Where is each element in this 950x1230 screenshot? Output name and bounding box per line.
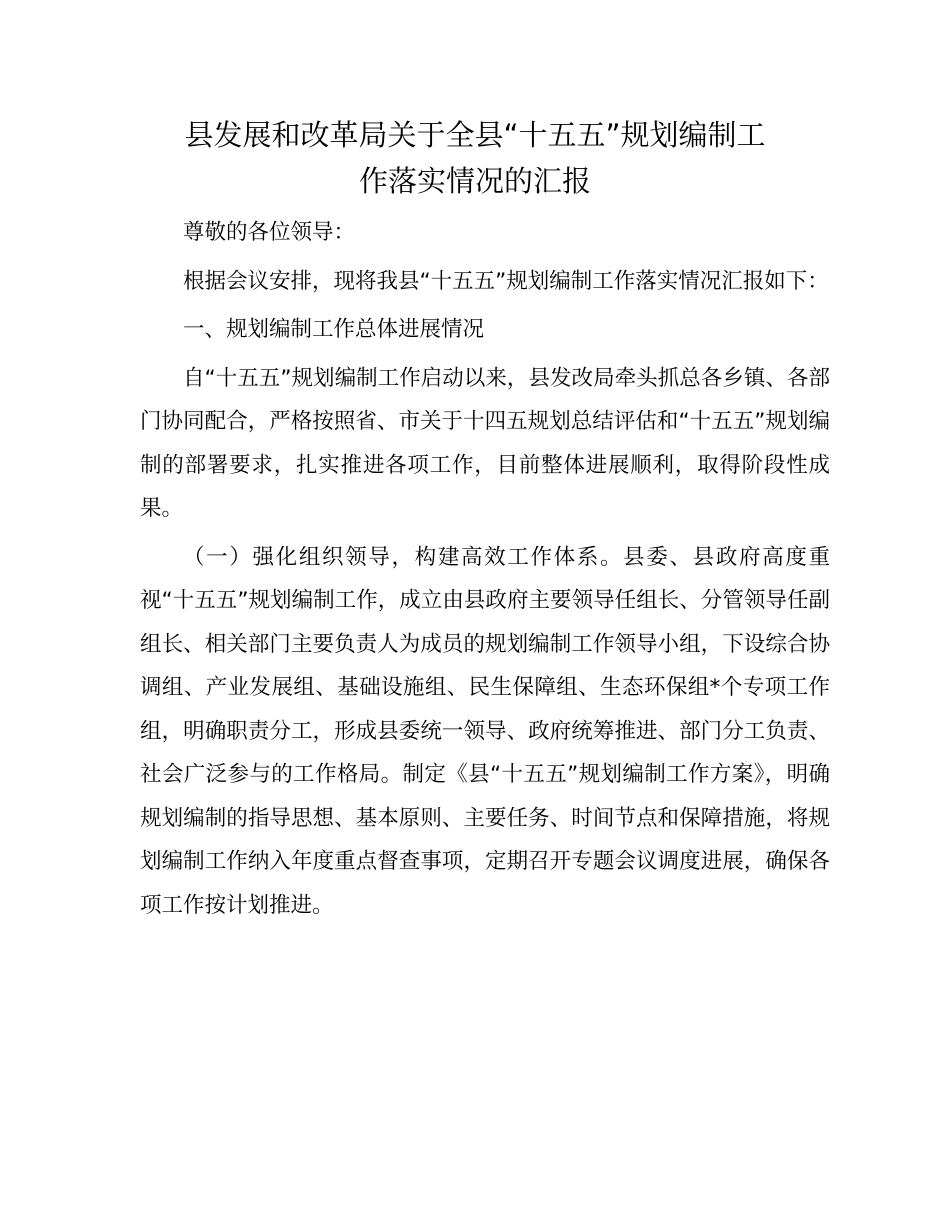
title-line-2: 作落实情况的汇报: [358, 164, 591, 198]
title-line-1: 县发展和改革局关于全县“十五五”规划编制工: [184, 118, 766, 152]
section-1-paragraph: 自“十五五”规划编制工作启动以来，县发改局牵头抓总各乡镇、各部门协同配合，严格按照省、市关于十四五规划总结评估和“十五五”规划编制的部署要求，扎实推进各项工作，目前整体进展顺利，取得阶段性成果。: [140, 365, 830, 521]
intro-paragraph: 根据会议安排，现将我县“十五五”规划编制工作落实情况汇报如下：: [183, 268, 829, 294]
document-body: [140, 211, 830, 932]
document-title: [140, 112, 810, 204]
salutation: 尊敬的各位领导：: [183, 220, 356, 245]
subsection-1-paragraph: （一）强化组织领导，构建高效工作体系。县委、县政府高度重视“十五五”规划编制工作，成立由县政府主要领导任组长、分管领导任副组长、相关部门主要负责人为成员的规划编制工作领导小组，下设综合协调组、产业发展组、基础设施组、民生保障组、生态环保组*个专项工作组，明确职责分工，形成县委统一领导、政府统筹推进、部门分工负责、社会广泛参与的工作格局。制定《县“十五五”规划编制工作方案》，明确规划编制的指导思想、基本原则、主要任务、时间节点和保障措施，将规划编制工作纳入年度重点督查事项，定期召开专题会议调度进展，确保各项工作按计划推进。: [140, 544, 830, 918]
section-heading-1: 一、规划编制工作总体进展情况: [183, 317, 485, 342]
